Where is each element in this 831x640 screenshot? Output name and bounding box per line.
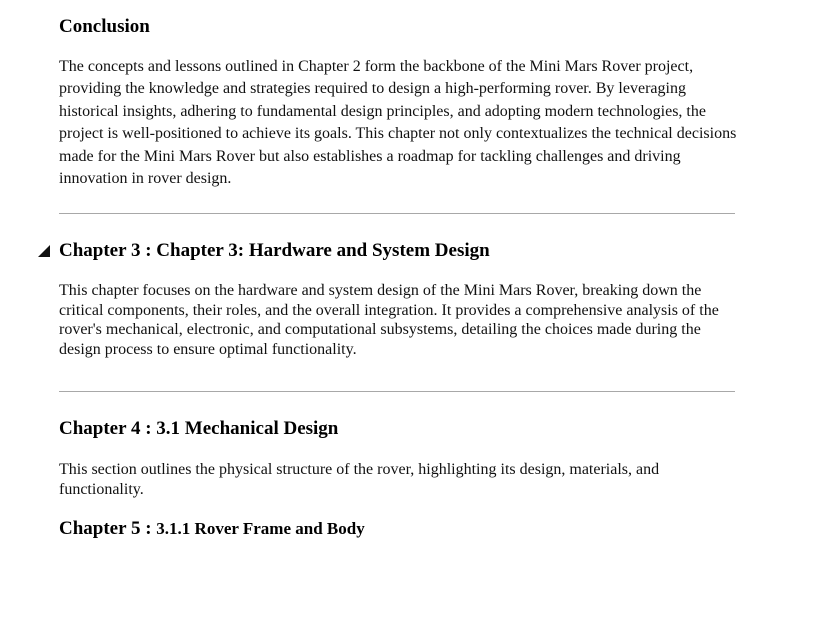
chapter-5-title: 3.1.1 Rover Frame and Body (156, 519, 365, 538)
chapter-4-heading[interactable] (59, 418, 736, 440)
section-divider (59, 391, 735, 392)
conclusion-body-wrap (59, 56, 739, 190)
chapter-3-paragraph: This chapter focuses on the hardware and system design of the Mini Mars Rover, breaking down the critical components, their roles, and the overall integration. It provides a comprehensive analysis of the rover's mechanical, electronic, and computational subsystems, detailing the choices made during the design process to ensure optimal functionality. (59, 282, 719, 358)
chapter-5-heading[interactable] (59, 518, 736, 540)
chapter-4-title: 3.1 Mechanical Design (156, 418, 339, 439)
chapter-3-title: Chapter 3: Hardware and System Design (156, 240, 490, 261)
chapter-3-separator: : (140, 240, 157, 261)
conclusion-heading: Conclusion (59, 16, 150, 37)
section-divider (59, 213, 735, 214)
chapter-4-body-wrap (59, 460, 736, 499)
chapter-5-separator: : (140, 518, 157, 539)
conclusion-section (59, 16, 736, 38)
collapse-triangle-icon[interactable] (38, 245, 50, 257)
conclusion-paragraph: The concepts and lessons outlined in Chapter 2 form the backbone of the Mini Mars Rover project, providing the knowledge and strategies required to design a high-performing rover. By leveraging historical insights, adhering to fundamental design principles, and adopting modern technologies, the project is well-positioned to achieve its goals. This chapter not only contextualizes the technical decisions made for the Mini Mars Rover but also establishes a roadmap for tackling challenges and driving innovation in rover design. (59, 58, 737, 188)
chapter-3-label: Chapter 3 (59, 240, 141, 261)
chapter-4-separator: : (140, 418, 157, 439)
chapter-5-label: Chapter 5 (59, 518, 141, 539)
chapter-4-label: Chapter 4 (59, 418, 141, 439)
chapter-4-paragraph: This section outlines the physical structure of the rover, highlighting its design, materials, and functionality. (59, 461, 660, 498)
chapter-3-body-wrap (59, 281, 736, 359)
chapter-3-heading[interactable] (59, 240, 736, 262)
